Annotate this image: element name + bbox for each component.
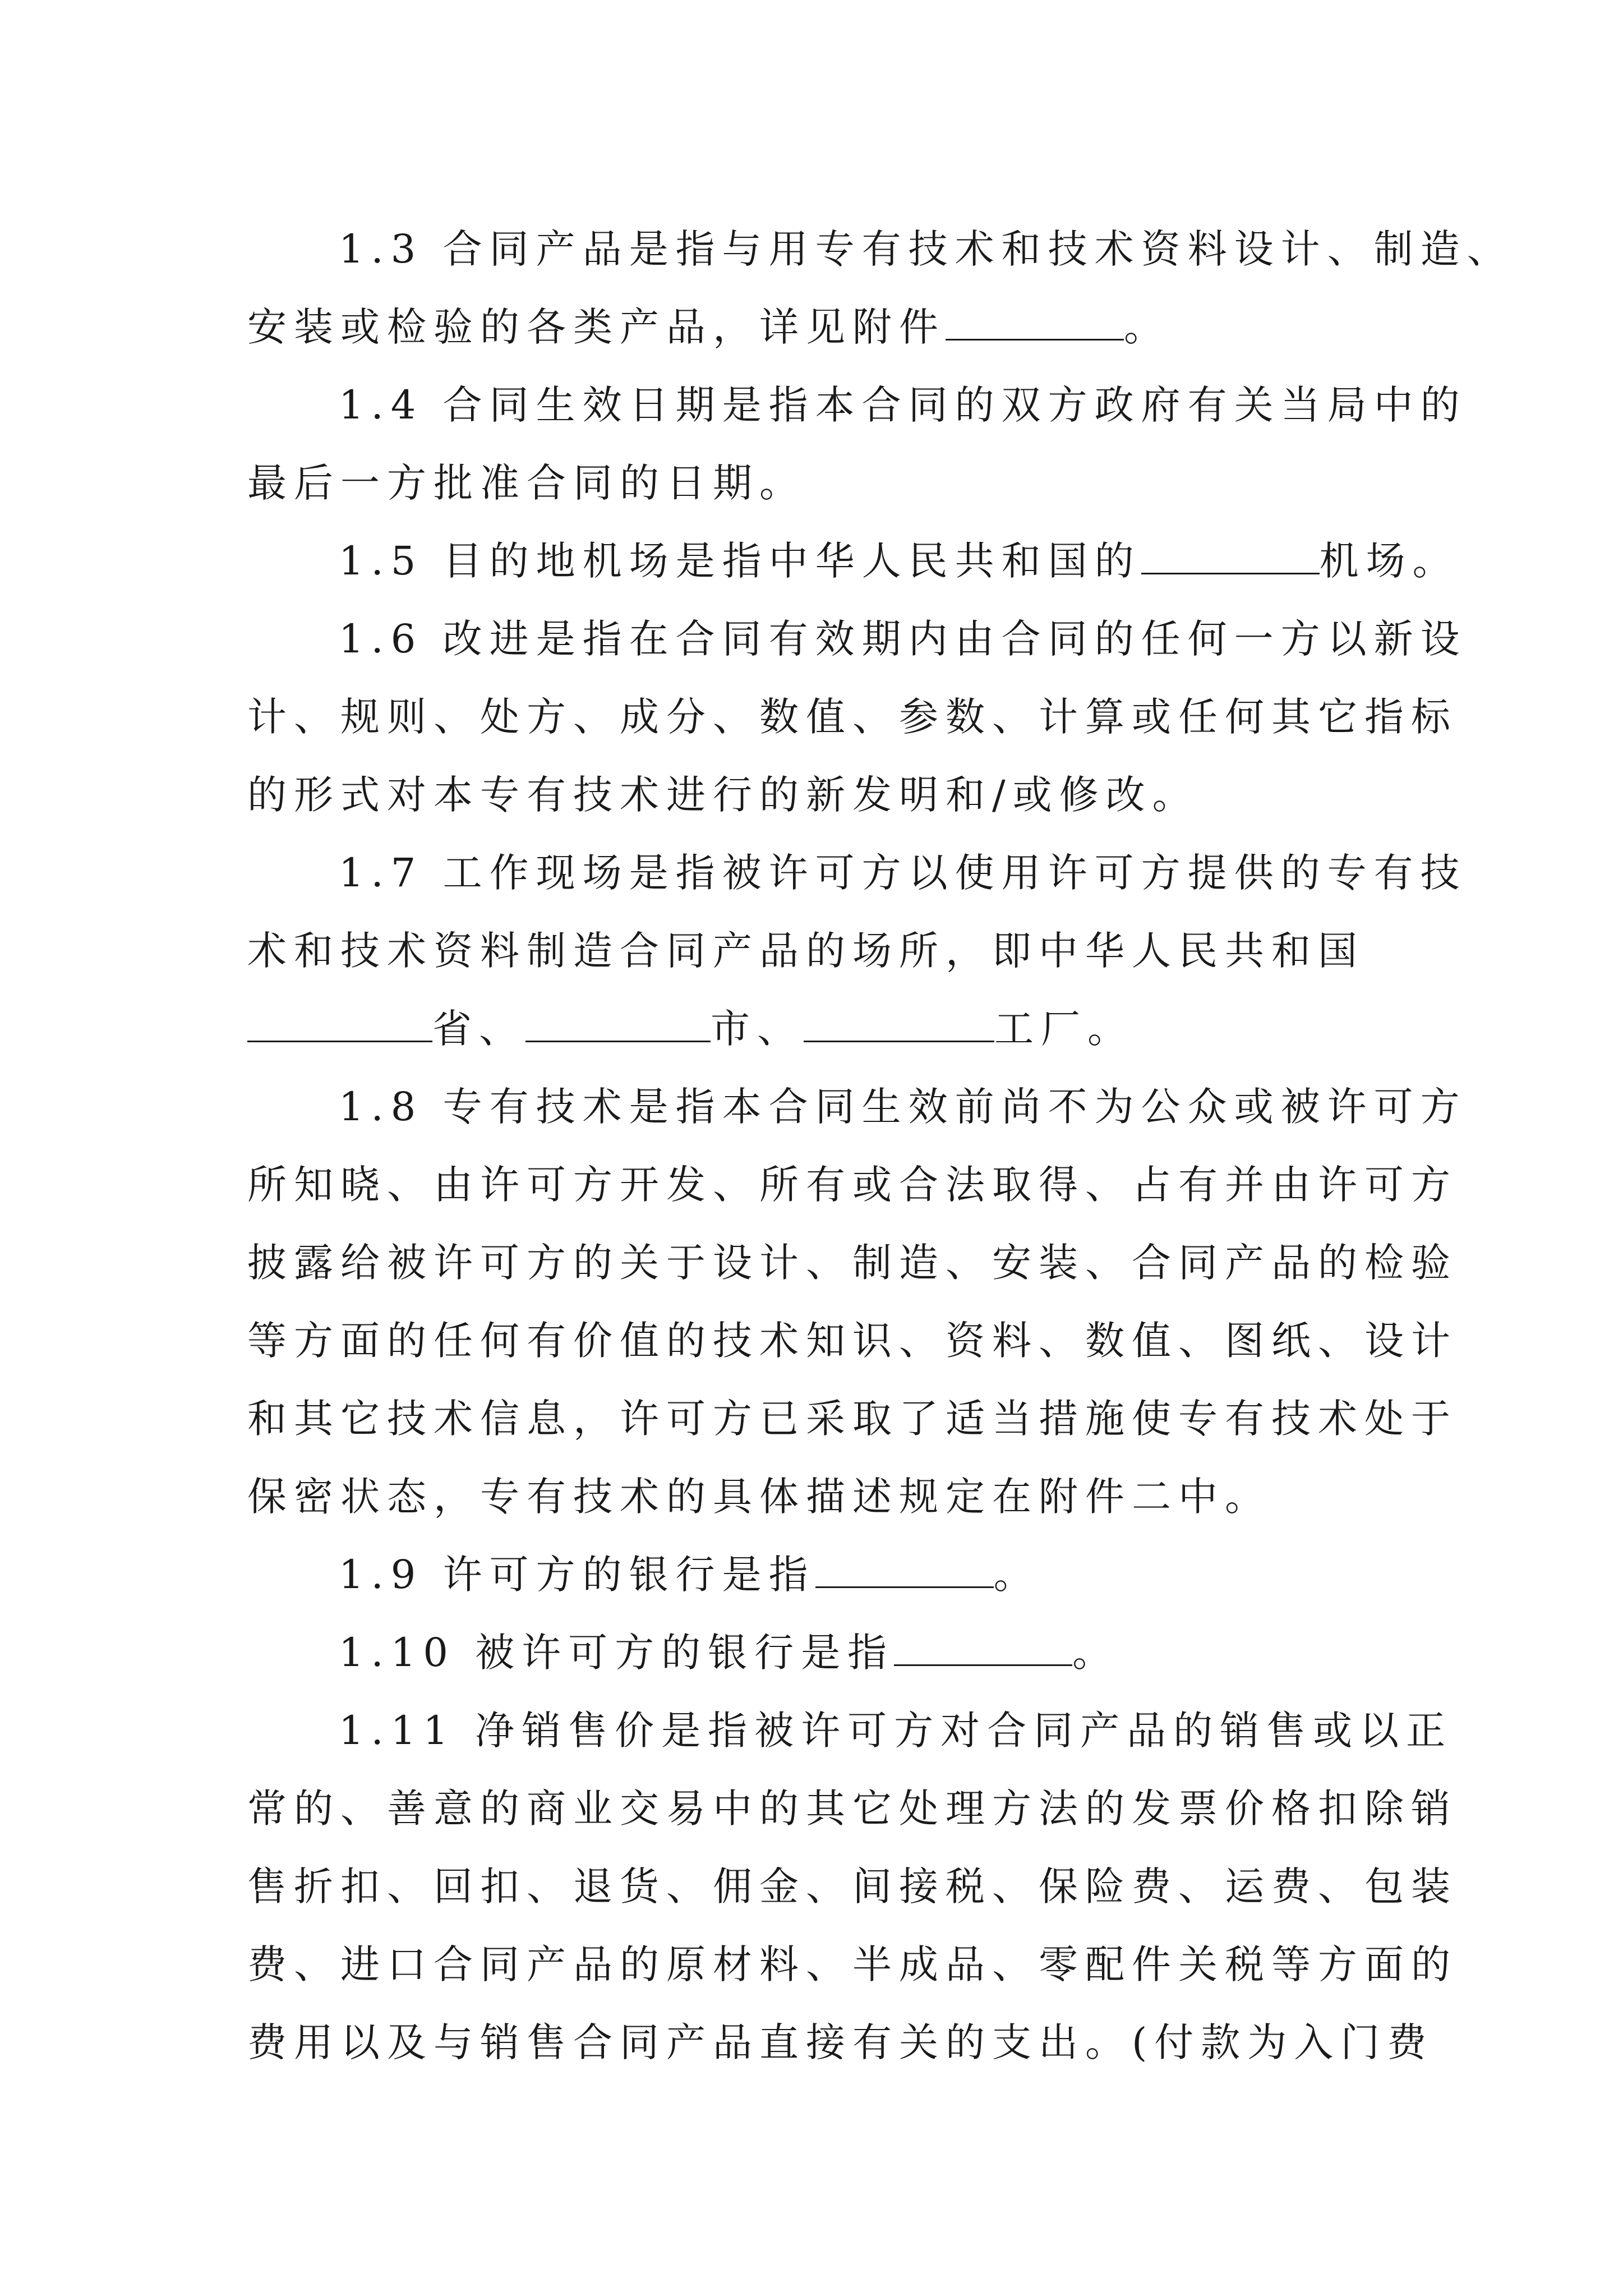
text-segment: 。 — [993, 1552, 1040, 1598]
clause-1-9-line-1 — [247, 1536, 1403, 1614]
clause-1-11-line-3: 售折扣、回扣、退货、佣金、间接税、保险费、运费、包装 — [247, 1864, 1458, 1910]
text-segment: 1.9 许可方的银行是指 — [339, 1552, 815, 1598]
clause-1-8-line-6: 保密状态，专有技术的具体描述规定在附件二中。 — [247, 1474, 1271, 1520]
clause-1-4-line-2: 最后一方批准合同的日期。 — [247, 460, 806, 506]
clause-1-10-line-1 — [247, 1614, 1403, 1692]
province-blank — [247, 1006, 432, 1042]
licensee-bank-blank — [894, 1630, 1072, 1666]
clause-1-11-line-1: 1.11 净销售价是指被许可方对合同产品的销售或以正 — [339, 1708, 1453, 1754]
clause-1-8-line-5: 和其它技术信息，许可方已采取了适当措施使专有技术处于 — [247, 1396, 1458, 1442]
clause-1-6-line-3: 的形式对本专有技术进行的新发明和/或修改。 — [247, 772, 1199, 818]
clause-1-4-line-1: 1.4 合同生效日期是指本合同的双方政府有关当局中的 — [339, 382, 1467, 428]
clause-1-11-line-5: 费用以及与销售合同产品直接有关的支出。(付款为入门费 — [247, 2019, 1434, 2065]
clause-1-8-line-3: 披露给被许可方的关于设计、制造、安装、合同产品的检验 — [247, 1240, 1458, 1286]
clause-1-6-line-2: 计、规则、处方、成分、数值、参数、计算或任何其它指标 — [247, 694, 1458, 740]
licensor-bank-blank — [815, 1552, 994, 1588]
clause-1-11-line-4: 费、进口合同产品的原材料、半成品、零配件关税等方面的 — [247, 1941, 1458, 1987]
text-segment: 。 — [1124, 304, 1170, 350]
text-segment: 市、 — [711, 1006, 804, 1052]
clause-1-8-line-1: 1.8 专有技术是指本合同生效前尚不为公众或被许可方 — [339, 1084, 1467, 1130]
city-blank — [525, 1006, 711, 1042]
clause-1-8-line-2: 所知晓、由许可方开发、所有或合法取得、占有并由许可方 — [247, 1162, 1458, 1208]
document-body — [247, 210, 1514, 2082]
airport-blank — [1141, 538, 1320, 574]
clause-1-3-line-2 — [247, 288, 1403, 366]
clause-1-6-line-1: 1.6 改进是指在合同有效期内由合同的任何一方以新设 — [339, 616, 1467, 662]
clause-1-5-line-1 — [247, 522, 1459, 600]
clause-1-11-line-2: 常的、善意的商业交易中的其它处理方法的发票价格扣除销 — [247, 1786, 1458, 1832]
text-segment: 1.5 目的地机场是指中华人民共和国的 — [339, 538, 1141, 584]
clause-1-7-line-2: 术和技术资料制造合同产品的场所，即中华人民共和国 — [247, 928, 1364, 974]
text-segment: 省、 — [432, 1006, 525, 1052]
attachment-blank — [946, 304, 1124, 341]
text-segment: 工厂。 — [994, 1006, 1134, 1052]
clause-1-7-line-3 — [247, 990, 1403, 1068]
factory-blank — [804, 1006, 994, 1042]
text-segment: 机场。 — [1319, 538, 1459, 584]
text-segment: 安装或检验的各类产品，详见附件 — [247, 304, 946, 350]
text-segment: 1.10 被许可方的银行是指 — [339, 1630, 895, 1676]
text-segment: 。 — [1072, 1630, 1119, 1676]
clause-1-3-line-1: 1.3 合同产品是指与用专有技术和技术资料设计、制造、 — [339, 226, 1514, 272]
clause-1-8-line-4: 等方面的任何有价值的技术知识、资料、数值、图纸、设计 — [247, 1318, 1458, 1364]
clause-1-7-line-1: 1.7 工作现场是指被许可方以使用许可方提供的专有技 — [339, 850, 1467, 896]
